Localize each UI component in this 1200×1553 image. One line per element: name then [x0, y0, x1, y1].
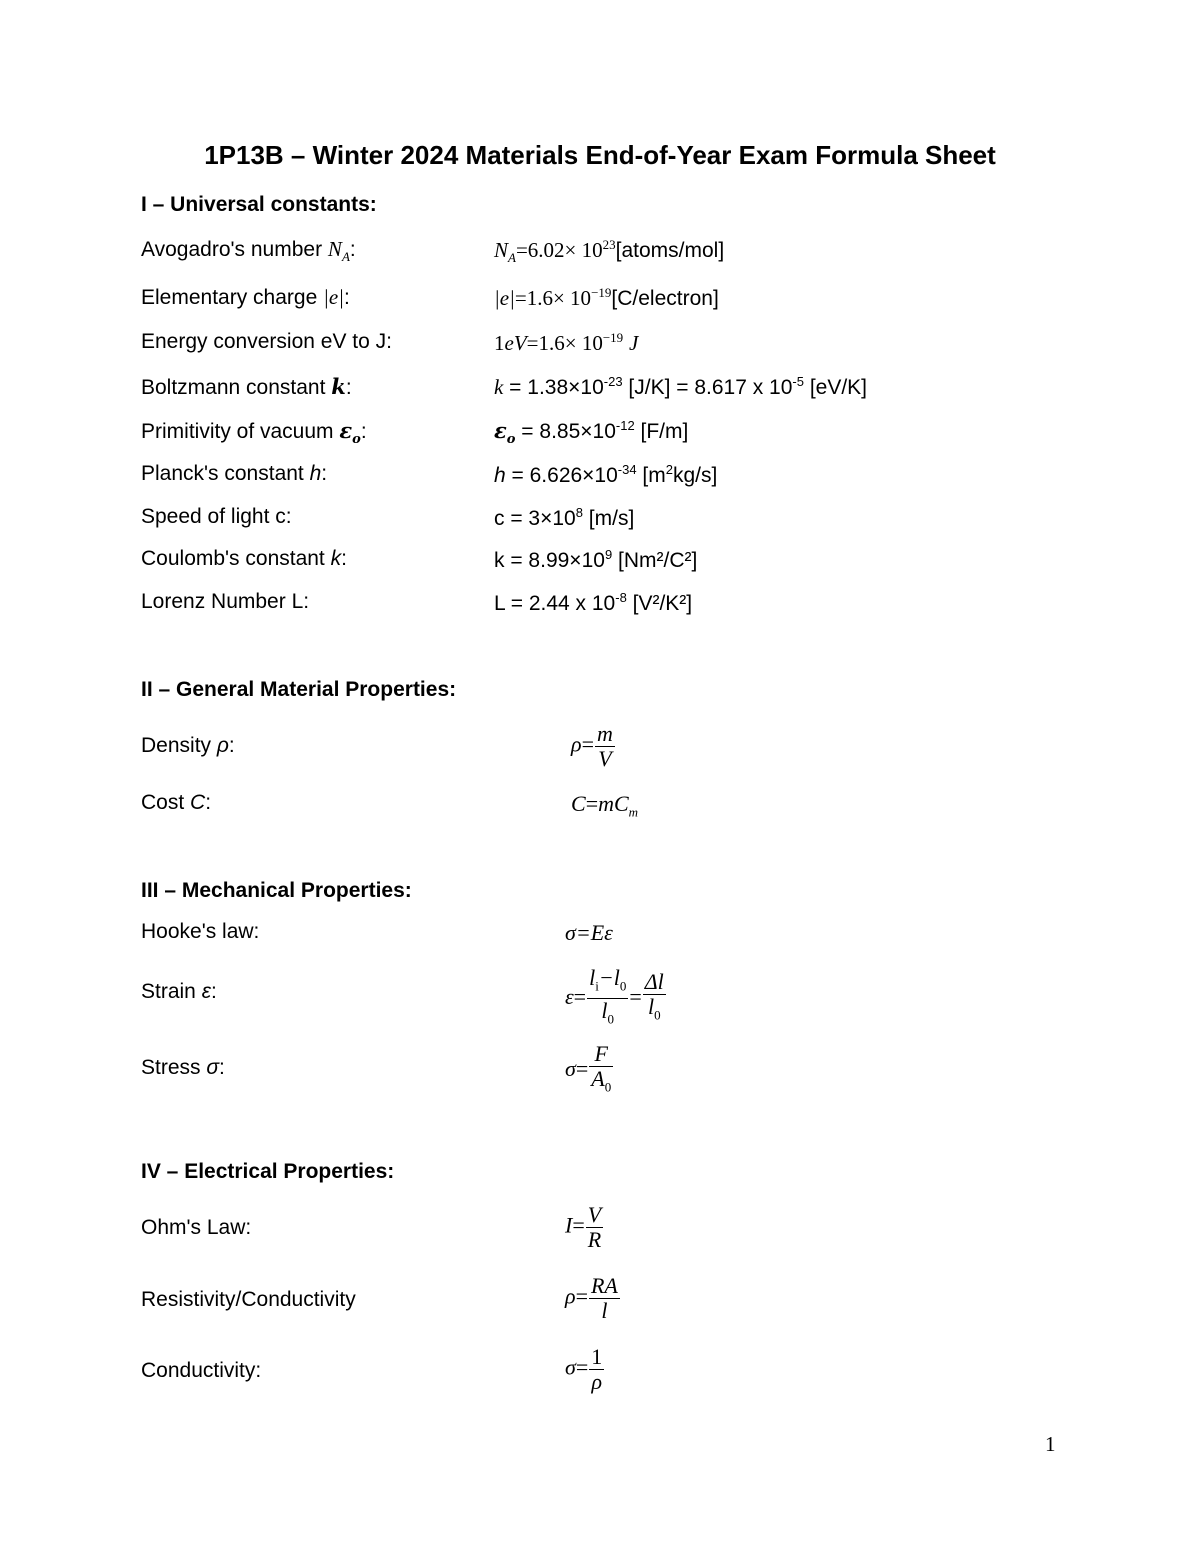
- coulomb-value: $k = 8.99\times 10^9$ [Nm²/C²]: [494, 547, 698, 572]
- cost-formula: $C=mC_m$: [571, 791, 639, 820]
- section-mechanical-properties-heading: III – Mechanical Properties:: [141, 879, 412, 902]
- light-label: Speed of light c:: [141, 505, 292, 528]
- conductivity-label: Conductivity:: [141, 1359, 262, 1382]
- permittivity-label: Primitivity of vacuum $\varepsilon_o$:: [141, 418, 367, 448]
- energy-value: $1eV=1.6\times 10^{-19}$ J: [494, 330, 639, 355]
- resistivity-formula: ρ= $\frac{RA}{l}$: [565, 1273, 618, 1323]
- cost-label: Cost C:: [141, 791, 212, 814]
- hooke-formula: σ=Eε: [565, 920, 613, 945]
- row-ohm: [141, 1203, 1140, 1259]
- row-stress: [141, 1042, 1140, 1100]
- ohm-label: Ohm's Law:: [141, 1216, 252, 1239]
- page-number: 1: [1045, 1432, 1056, 1456]
- resistivity-label: Resistivity/Conductivity: [141, 1288, 356, 1311]
- permittivity-value: $\varepsilon_o = 8.85\times 10^{-12}$ [F/m]: [494, 418, 689, 448]
- row-energy-conversion: [141, 330, 1140, 370]
- row-boltzmann: [141, 374, 1140, 414]
- row-elementary-charge: [141, 285, 1140, 325]
- row-resistivity: [141, 1274, 1140, 1330]
- row-conductivity: [141, 1345, 1140, 1401]
- charge-value: $|e|=1.6\times 10^{-19}[C/electron]$: [494, 285, 719, 310]
- section-electrical-properties-heading: IV – Electrical Properties:: [141, 1160, 395, 1183]
- ohm-formula: I= $\frac{V}{R}$: [565, 1202, 602, 1252]
- row-speed-of-light: [141, 505, 1140, 545]
- planck-value: $h = 6.626\times 10^{-34}$ $[m^2kg/s]$: [494, 462, 718, 487]
- row-permittivity: [141, 418, 1140, 458]
- row-cost: [141, 791, 1140, 831]
- row-coulomb: [141, 547, 1140, 587]
- strain-formula: ε= $\frac{l_i-l_0}{l_0}$ = $\frac{\Delta l}{l_0}$: [565, 965, 664, 1027]
- density-label: Density ρ:: [141, 734, 235, 757]
- charge-label: Elementary charge |e|:: [141, 285, 350, 309]
- section-general-properties-heading: II – General Material Properties:: [141, 678, 457, 701]
- hooke-label: Hooke's law:: [141, 920, 260, 943]
- conductivity-formula: σ= $\frac{1}{\rho}$: [565, 1344, 603, 1394]
- energy-label: Energy conversion eV to J:: [141, 330, 392, 353]
- avogadro-value: $N_A=6.02\times$ $10^{23}[atoms/mol]$: [494, 237, 725, 266]
- row-density: [141, 722, 1140, 778]
- strain-label: Strain ε:: [141, 980, 217, 1003]
- planck-label: Planck's constant h:: [141, 462, 328, 485]
- row-hooke: [141, 920, 1140, 960]
- avogadro-label: Avogadro's number $N_A$:: [141, 237, 356, 265]
- row-avogadro: [141, 237, 1140, 277]
- row-strain: [141, 965, 1140, 1027]
- light-value: $c = 3\times 10^8$ [m/s]: [494, 505, 635, 530]
- lorenz-label: Lorenz Number L:: [141, 590, 310, 613]
- stress-label: Stress σ:: [141, 1056, 225, 1079]
- lorenz-value: L = 2.44 x $10^{-8}$ [V²/K²]: [494, 590, 693, 615]
- row-lorenz: [141, 590, 1140, 630]
- page-title: 1P13B – Winter 2024 Materials End-of-Year Exam Formula Sheet: [204, 140, 996, 170]
- boltzmann-label: Boltzmann constant k:: [141, 374, 352, 399]
- section-universal-constants-heading: I – Universal constants:: [141, 193, 377, 216]
- coulomb-label: Coulomb's constant k:: [141, 547, 347, 570]
- boltzmann-value: $k = 1.38\times 10^{-23}$ [J/K] = 8.617 x $10^{-5}$ [eV/K]: [494, 374, 868, 399]
- stress-formula: σ= $\frac{F}{A_0}$: [565, 1041, 612, 1095]
- density-formula: ρ= $\frac{m}{V}$: [571, 721, 613, 771]
- row-planck: [141, 462, 1140, 502]
